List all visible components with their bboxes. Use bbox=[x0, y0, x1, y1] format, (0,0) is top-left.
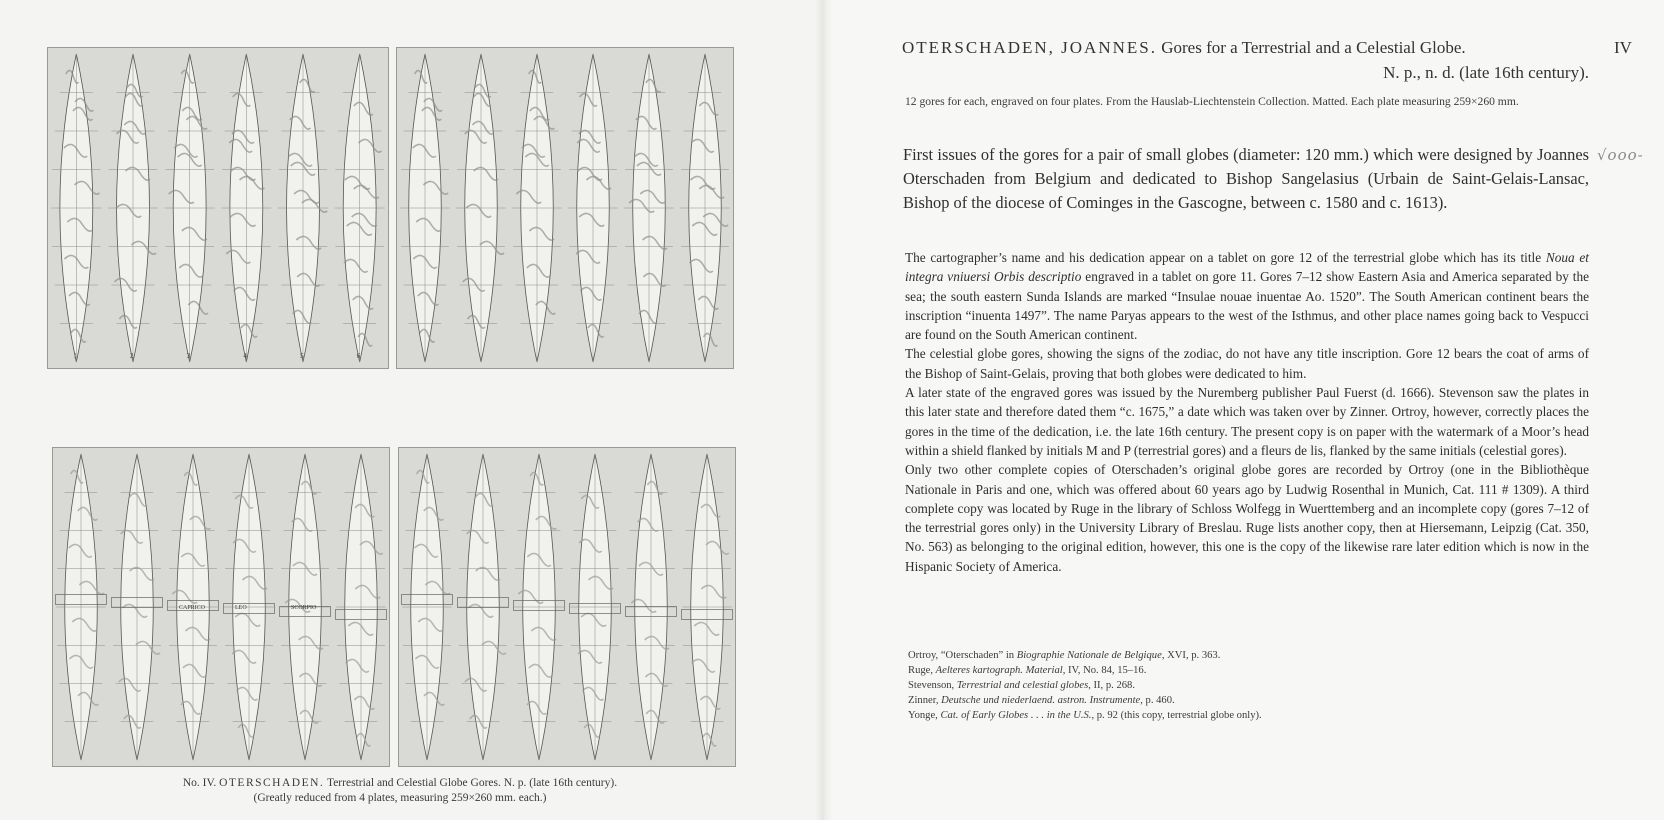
entry-body bbox=[905, 248, 1589, 576]
body-paragraph-1 bbox=[905, 248, 1589, 344]
gore-number: 6 bbox=[356, 352, 361, 360]
body-paragraph-4: Only two other complete copies of Oterschaden’s original globe gores are recorded by Ortroy (one in the Bibliothèque Nationale in Paris and one, which was offered about 60 years ago by Ludwig Rosenthal in Munich, Cat. 111 # 1309). A third complete copy was located by Ruge in the library of Schloss Wolfegg in Wuerttemberg and an incomplete copy (gores 7–12 of the terrestrial gores only) in the University Library of Breslau. Ruge lists another copy, then at Hiersemann, Leipzig (Cat. 350, No. 563) as belonging to the original edition, however, this one is the copy of the likewise rare later edition which is now in the Hispanic Society of America. bbox=[905, 462, 1589, 574]
zodiac-label: LEO bbox=[235, 605, 247, 611]
reference-item bbox=[908, 678, 1508, 693]
entry-imprint: N. p., n. d. (late 16th century). bbox=[1383, 63, 1589, 82]
ref-detail: , IV, No. 84, 15–16. bbox=[1062, 665, 1147, 676]
ref-title: Biographie Nationale de Belgique bbox=[1016, 650, 1162, 661]
body-text: The cartographer’s name and his dedication appear on a tablet on gore 12 of the terrestrial globe which has its title bbox=[905, 250, 1546, 265]
plate-caption bbox=[100, 776, 700, 806]
gore-number: 5 bbox=[300, 352, 304, 360]
body-paragraph-3: A later state of the engraved gores was issued by the Nuremberg publisher Paul Fuerst (d. 1666). Stevenson saw the plates in this later state and therefore dated them “c. 1675,” a date which was taken over by Zinner. Ortroy, however, correctly places the gores in the time of the dedication, i.e. the late 16th century. The present copy is on paper with the watermark of a Moor’s head within a shield flanked by initials M and P (terrestrial gores) and a fleurs de lis, flanked by the same initials (celestial gores). bbox=[905, 385, 1589, 458]
globe-title-italic: Noua et integra vniuersi Orbis descriptio bbox=[905, 250, 1589, 285]
ref-author: Stevenson, bbox=[908, 680, 957, 691]
gore-number: 3 bbox=[186, 352, 191, 360]
ref-author: Ortroy, “Oterschaden” in bbox=[908, 650, 1017, 661]
celestial-plate-1 bbox=[52, 447, 390, 767]
ref-title: Aelteres kartograph. Material bbox=[935, 665, 1063, 676]
celestial-plate-2 bbox=[398, 447, 736, 767]
zodiac-label: CAPRICO bbox=[179, 605, 206, 611]
entry-heading bbox=[902, 38, 1602, 58]
lead-paragraph: First issues of the gores for a pair of small globes (diameter: 120 mm.) which were designed by Joannes Oterschaden from Belgium and dedicated to Bishop Sangelasius (Urbain de Saint-Gelais-Lansac, Bishop of the diocese of Cominges in the Gascogne, between c. 1580 and c. 1613). bbox=[903, 145, 1589, 212]
physical-description: 12 gores for each, engraved on four plates. From the Hauslab-Liechtenstein Collection. Matted. Each plate measuring 259×260 mm. bbox=[905, 95, 1519, 108]
reference-item bbox=[908, 663, 1508, 678]
zodiac-label: SCORPIO bbox=[291, 605, 317, 611]
handwritten-price-note: √ooo- bbox=[1597, 146, 1644, 164]
caption-number: No. IV. bbox=[182, 777, 217, 789]
ref-author: Yonge, bbox=[908, 710, 941, 721]
ref-detail: , p. 92 (this copy, terrestrial globe only). bbox=[1091, 710, 1262, 721]
ref-author: Zinner, bbox=[908, 695, 942, 706]
caption-line-2: (Greatly reduced from 4 plates, measuring 259×260 mm. each.) bbox=[253, 792, 547, 804]
body-text: engraved in a tablet on gore 11. Gores 7–12 show Eastern Asia and America separated by the sea; the south eastern Sunda Islands are marked “Insulae nouae inuentae Ao. 1520”. The South American continent bears the inscription “inuenta 1497”. The name Paryas appears to the west of the Isthmus, and other place names going back to Vespucci are found on the South American continent. bbox=[905, 269, 1590, 343]
references-list bbox=[908, 648, 1508, 723]
reference-item bbox=[908, 648, 1508, 663]
entry-author: OTERSCHADEN, JOANNES. bbox=[902, 38, 1157, 57]
gore-number: 1 bbox=[73, 352, 77, 360]
ref-title: Terrestrial and celestial globes bbox=[956, 680, 1089, 691]
ref-title: Cat. of Early Globes . . . in the U.S. bbox=[940, 710, 1092, 721]
caption-title: Terrestrial and Celestial Globe Gores. N. p. (late 16th century). bbox=[326, 777, 618, 789]
caption-line-1 bbox=[100, 776, 700, 791]
ref-detail: , XVI, p. 363. bbox=[1161, 650, 1221, 661]
terrestrial-plate-1 bbox=[47, 47, 389, 369]
plate-number: IV bbox=[1614, 38, 1632, 57]
terrestrial-plate-2 bbox=[396, 47, 734, 369]
entry-title: Gores for a Terrestrial and a Celestial Globe. bbox=[1161, 38, 1466, 57]
reference-item bbox=[908, 693, 1508, 708]
ref-title: Deutsche und niederlaend. astron. Instrumente bbox=[941, 695, 1141, 706]
gore-number: 4 bbox=[243, 352, 247, 360]
caption-name: OTERSCHADEN. bbox=[219, 777, 325, 789]
gore-number: 2 bbox=[130, 352, 134, 360]
ref-detail: , II, p. 268. bbox=[1088, 680, 1135, 691]
book-gutter bbox=[815, 0, 833, 820]
ref-author: Ruge, bbox=[908, 665, 936, 676]
ref-detail: , p. 460. bbox=[1140, 695, 1175, 706]
body-paragraph-2: The celestial globe gores, showing the signs of the zodiac, do not have any title inscription. Gore 12 bears the coat of arms of the Bishop of Saint-Gelais, proving that both globes were dedicated to him. bbox=[905, 346, 1589, 381]
reference-item bbox=[908, 708, 1508, 723]
